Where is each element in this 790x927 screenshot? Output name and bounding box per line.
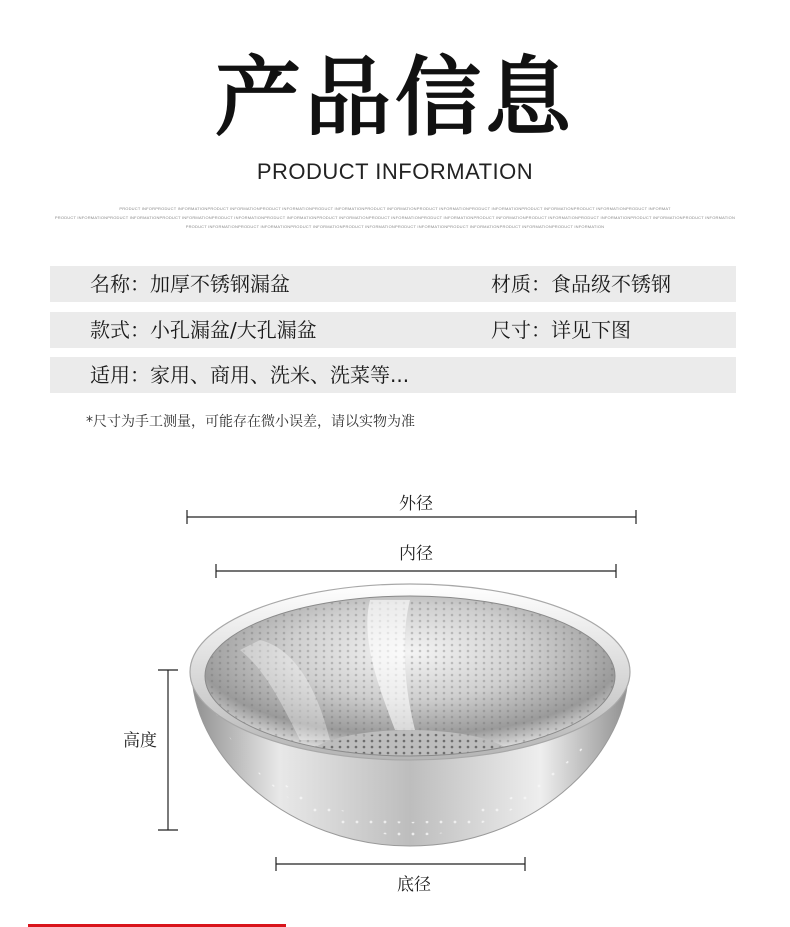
decor-text-line-1: PRODUCT INFORPRODUCT INFORMATIONPRODUCT INFORMATIONPRODUCT INFORMATIONPRODUCT INFORMATIONPRODUCT INFORMATIONPRODUCT INFORMATIONPRODUCT INFORMATIONPRODUCT INFORMATIONPRODUCT INFORMATIONPRODUCT INFORMAT [119,206,671,211]
decor-text-line-3: PRODUCT INFORMATIONPRODUCT INFORMATIONPRODUCT INFORMATIONPRODUCT INFORMATIONPRODUCT INFORMATIONPRODUCT INFORMATIONPRODUCT INFORMATIONPRODUCT INFORMATION [185,224,605,229]
spec-material: 材质：食品级不锈钢 [491,272,671,296]
spec-size: 尺寸：详见下图 [491,318,631,342]
page-subtitle: PRODUCT INFORMATION [256,159,534,184]
inner-diameter-label: 内径 [399,544,433,564]
measurement-note: *尺寸为手工测量，可能存在微小误差，请以实物为准 [86,414,415,430]
bottom-diameter-marker [276,857,525,871]
page-title: 产品信息 [215,48,575,148]
spec-usage: 适用：家用、商用、洗米、洗菜等... [90,363,410,387]
spec-name: 名称：加厚不锈钢漏盆 [90,272,290,296]
bottom-diameter-label: 底径 [397,875,431,895]
spec-style: 款式：小孔漏盆/大孔漏盆 [90,318,317,342]
height-label: 高度 [123,731,157,751]
colander-image [190,584,630,846]
inner-diameter-marker [216,564,616,578]
outer-diameter-label: 外径 [399,494,433,514]
decor-text-line-2: PRODUCT INFORMATIONPRODUCT INFORMATIONPRODUCT INFORMATIONPRODUCT INFORMATIONPRODUCT INFORMATIONPRODUCT INFORMATIONPRODUCT INFORMATIONPRODUCT INFORMATIONPRODUCT INFORMATIONPRODUCT INFORMATIONPRODUCT INFORMATIONPRODUCT INFORMATIONPRODUCT INFORMATION [54,215,736,220]
